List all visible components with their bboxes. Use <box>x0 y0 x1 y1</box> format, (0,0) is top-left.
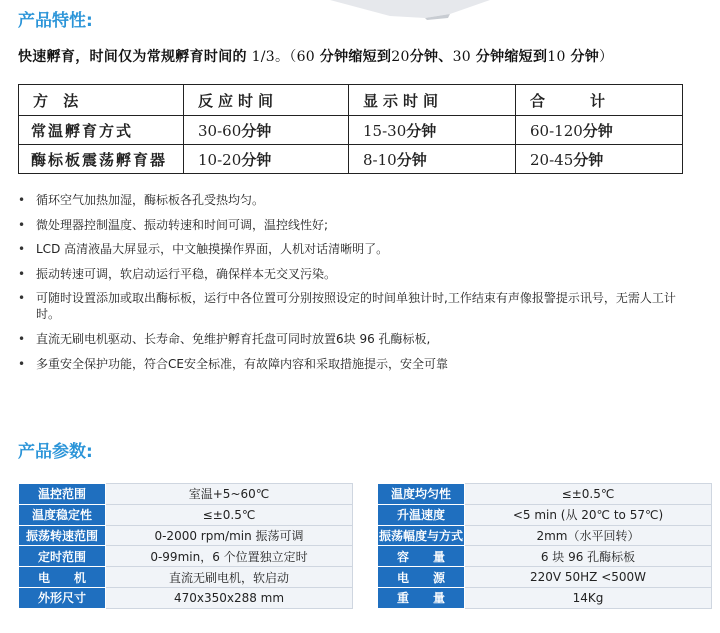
spec-value: 直流无刷电机，软启动 <box>106 567 353 588</box>
total-cell: 20-45分钟 <box>516 145 683 174</box>
spec-key: 升温速度 <box>378 504 465 525</box>
list-item: • 直流无刷电机驱动、长寿命、免维护孵育托盘可同时放置6块 96 孔酶标板, <box>18 331 698 347</box>
spec-value: <5 min (从 20℃ to 57℃) <box>465 504 712 525</box>
comparison-table <box>18 84 683 174</box>
spec-value: 0-99min，6 个位置独立定时 <box>106 546 353 567</box>
table-row <box>378 484 712 505</box>
reaction-cell: 10-20分钟 <box>184 145 349 174</box>
table-row <box>378 587 712 608</box>
list-item: • LCD 高清液晶大屏显示，中文触摸操作界面，人机对话清晰明了。 <box>18 241 698 257</box>
spec-key: 电 机 <box>19 567 106 588</box>
spec-key: 电 源 <box>378 567 465 588</box>
table-row <box>19 546 353 567</box>
list-item: • 多重安全保护功能，符合CE安全标准，有故障内容和采取措施提示，安全可靠 <box>18 356 698 372</box>
comparison-header-row <box>19 85 683 116</box>
spec-key: 定时范围 <box>19 546 106 567</box>
spec-key: 重 量 <box>378 587 465 608</box>
header-display-time: 显示时间 <box>349 85 516 116</box>
display-cell: 8-10分钟 <box>349 145 516 174</box>
spec-table-left <box>18 483 353 609</box>
table-row <box>19 587 353 608</box>
section-title-parameters: 产品参数: <box>18 442 93 462</box>
header-reaction-time: 反应时间 <box>184 85 349 116</box>
method-cell: 常温孵育方式 <box>19 116 184 145</box>
list-item: • 可随时设置添加或取出酶标板，运行中各位置可分别按照设定的时间单独计时,工作结束有声像报警提示讯号，无需人工计时。 <box>18 290 698 322</box>
table-row <box>378 546 712 567</box>
spec-value: 室温+5~60℃ <box>106 484 353 505</box>
method-cell: 酶标板震荡孵育器 <box>19 145 184 174</box>
total-cell: 60-120分钟 <box>516 116 683 145</box>
table-row <box>378 525 712 546</box>
table-row <box>19 484 353 505</box>
section-title-features: 产品特性: <box>18 11 93 31</box>
spec-value: 220V 50HZ <500W <box>465 567 712 588</box>
spec-key: 温控范围 <box>19 484 106 505</box>
table-row <box>19 504 353 525</box>
table-row <box>19 525 353 546</box>
list-item: • 振动转速可调，软启动运行平稳，确保样本无交叉污染。 <box>18 266 698 282</box>
spec-value: 0-2000 rpm/min 振荡可调 <box>106 525 353 546</box>
spec-key: 温度稳定性 <box>19 504 106 525</box>
spec-value: ≤±0.5℃ <box>465 484 712 505</box>
spec-value: 6 块 96 孔酶标板 <box>465 546 712 567</box>
header-total: 合 计 <box>516 85 683 116</box>
header-method: 方 法 <box>19 85 184 116</box>
intro-statement: 快速孵育，时间仅为常规孵育时间的 1/3。（60 分钟缩短到20分钟、30 分钟缩短到10 分钟） <box>18 49 614 65</box>
device-edge-decoration <box>330 0 490 20</box>
spec-key: 振荡转速范围 <box>19 525 106 546</box>
table-row <box>378 567 712 588</box>
spec-key: 外形尺寸 <box>19 587 106 608</box>
spec-key: 温度均匀性 <box>378 484 465 505</box>
table-row <box>378 504 712 525</box>
spec-value: ≤±0.5℃ <box>106 504 353 525</box>
display-cell: 15-30分钟 <box>349 116 516 145</box>
table-row <box>19 567 353 588</box>
reaction-cell: 30-60分钟 <box>184 116 349 145</box>
spec-table-right <box>377 483 712 609</box>
spec-key: 容 量 <box>378 546 465 567</box>
table-row <box>19 145 683 174</box>
spec-value: 14Kg <box>465 587 712 608</box>
table-row <box>19 116 683 145</box>
spec-key: 振荡幅度与方式 <box>378 525 465 546</box>
list-item: • 微处理器控制温度、振动转速和时间可调，温控线性好; <box>18 217 698 233</box>
feature-list <box>18 192 698 380</box>
spec-value: 470x350x288 mm <box>106 587 353 608</box>
list-item: • 循环空气加热加湿，酶标板各孔受热均匀。 <box>18 192 698 208</box>
spec-value: 2mm（水平回转） <box>465 525 712 546</box>
